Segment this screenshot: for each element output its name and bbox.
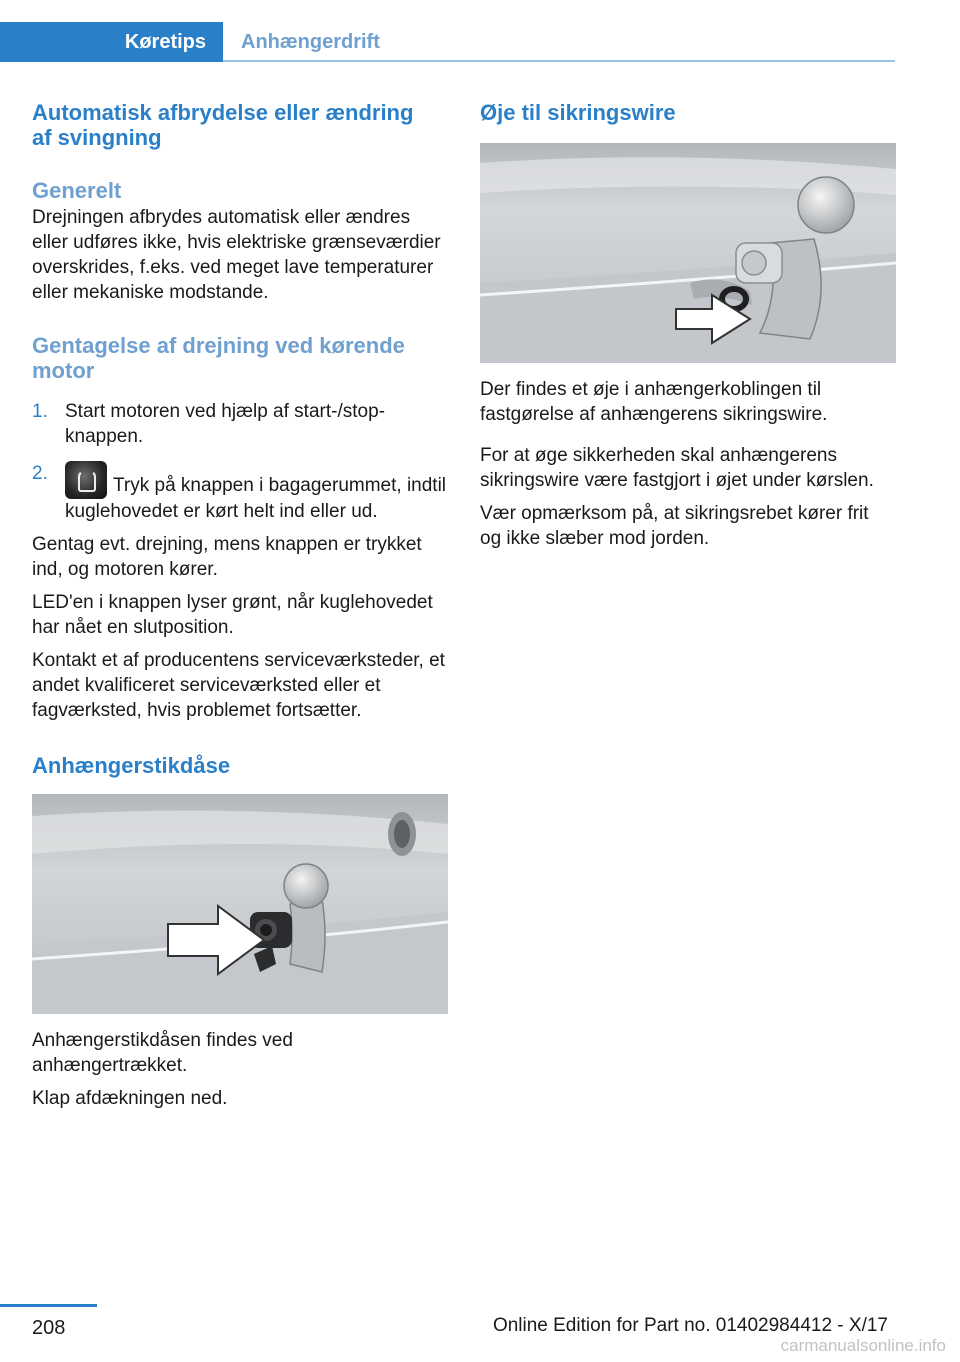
- eyelet-text-1: Der findes et øje i anhængerkoblingen til fastgørelse af anhængerens sikringswire.: [480, 379, 828, 425]
- section-heading-eyelet: Øje til sikringswire: [480, 100, 676, 125]
- safety-wire-eyelet-illustration: [480, 143, 896, 363]
- section-heading-swivel: Automatisk afbrydelse eller ændring af svingning: [32, 100, 414, 150]
- socket-image: [32, 794, 448, 1014]
- step-text: Start motoren ved hjælp af start-/stop-knappen.: [65, 401, 385, 447]
- socket-instruction: Klap afdækningen ned.: [32, 1088, 228, 1109]
- section-heading-socket: Anhængerstikdåse: [32, 753, 231, 778]
- paragraph-repeat: Gentag evt. drejning, mens knappen er trykket ind, og motoren kører.: [32, 534, 422, 580]
- page-number: 208: [32, 1317, 66, 1339]
- step-text: Tryk på knappen i bagagerummet, indtil kuglehovedet er kørt helt ind eller ud.: [65, 475, 447, 522]
- list-item: [32, 461, 450, 524]
- list-item: [32, 399, 445, 449]
- footer-rule: [0, 1304, 97, 1307]
- step-number: 2.: [32, 463, 48, 484]
- paragraph-service: Kontakt et af producentens serviceværksteder, et andet kvalificeret serviceværksted eller et fagværksted, hvis problemet fortsætter.: [32, 650, 445, 721]
- subheading-repeat: Gentagelse af drejning ved kørende motor: [32, 333, 405, 383]
- eyelet-text-2: For at øge sikkerheden skal anhængerens sikringswire være fastgjort i øjet under kørslen.: [480, 445, 874, 491]
- paragraph-led: LED'en i knappen lyser grønt, når kuglehovedet har nået en slutposition.: [32, 592, 433, 638]
- header-rule: [223, 60, 895, 62]
- watermark: carmanualsonline.info: [780, 1336, 946, 1355]
- tab-koeretips[interactable]: Køretips: [0, 22, 223, 62]
- tab-anhaengerdrift[interactable]: Anhængerdrift: [241, 31, 380, 53]
- subheading-general: Generelt: [32, 178, 122, 203]
- edition-note: Online Edition for Part no. 01402984412 - X/17: [492, 1315, 888, 1336]
- general-text: Drejningen afbrydes automatisk eller ændres eller udføres ikke, hvis elektriske grænseværdier overskrides, f.eks. ved meget lave temperaturer eller mekaniske modstande.: [32, 207, 441, 303]
- left-column: [32, 100, 448, 1111]
- right-column: [480, 100, 896, 551]
- socket-caption: Anhængerstikdåsen findes ved anhængertrækket.: [32, 1030, 293, 1076]
- step-number: 1.: [32, 401, 48, 422]
- eyelet-image: [480, 143, 896, 363]
- trunk-button-icon: [65, 461, 107, 499]
- eyelet-text-3: Vær opmærksom på, at sikringsrebet kører frit og ikke slæber mod jorden.: [480, 503, 869, 549]
- tow-hitch-socket-illustration: [32, 794, 448, 1014]
- steps-list: [32, 399, 448, 524]
